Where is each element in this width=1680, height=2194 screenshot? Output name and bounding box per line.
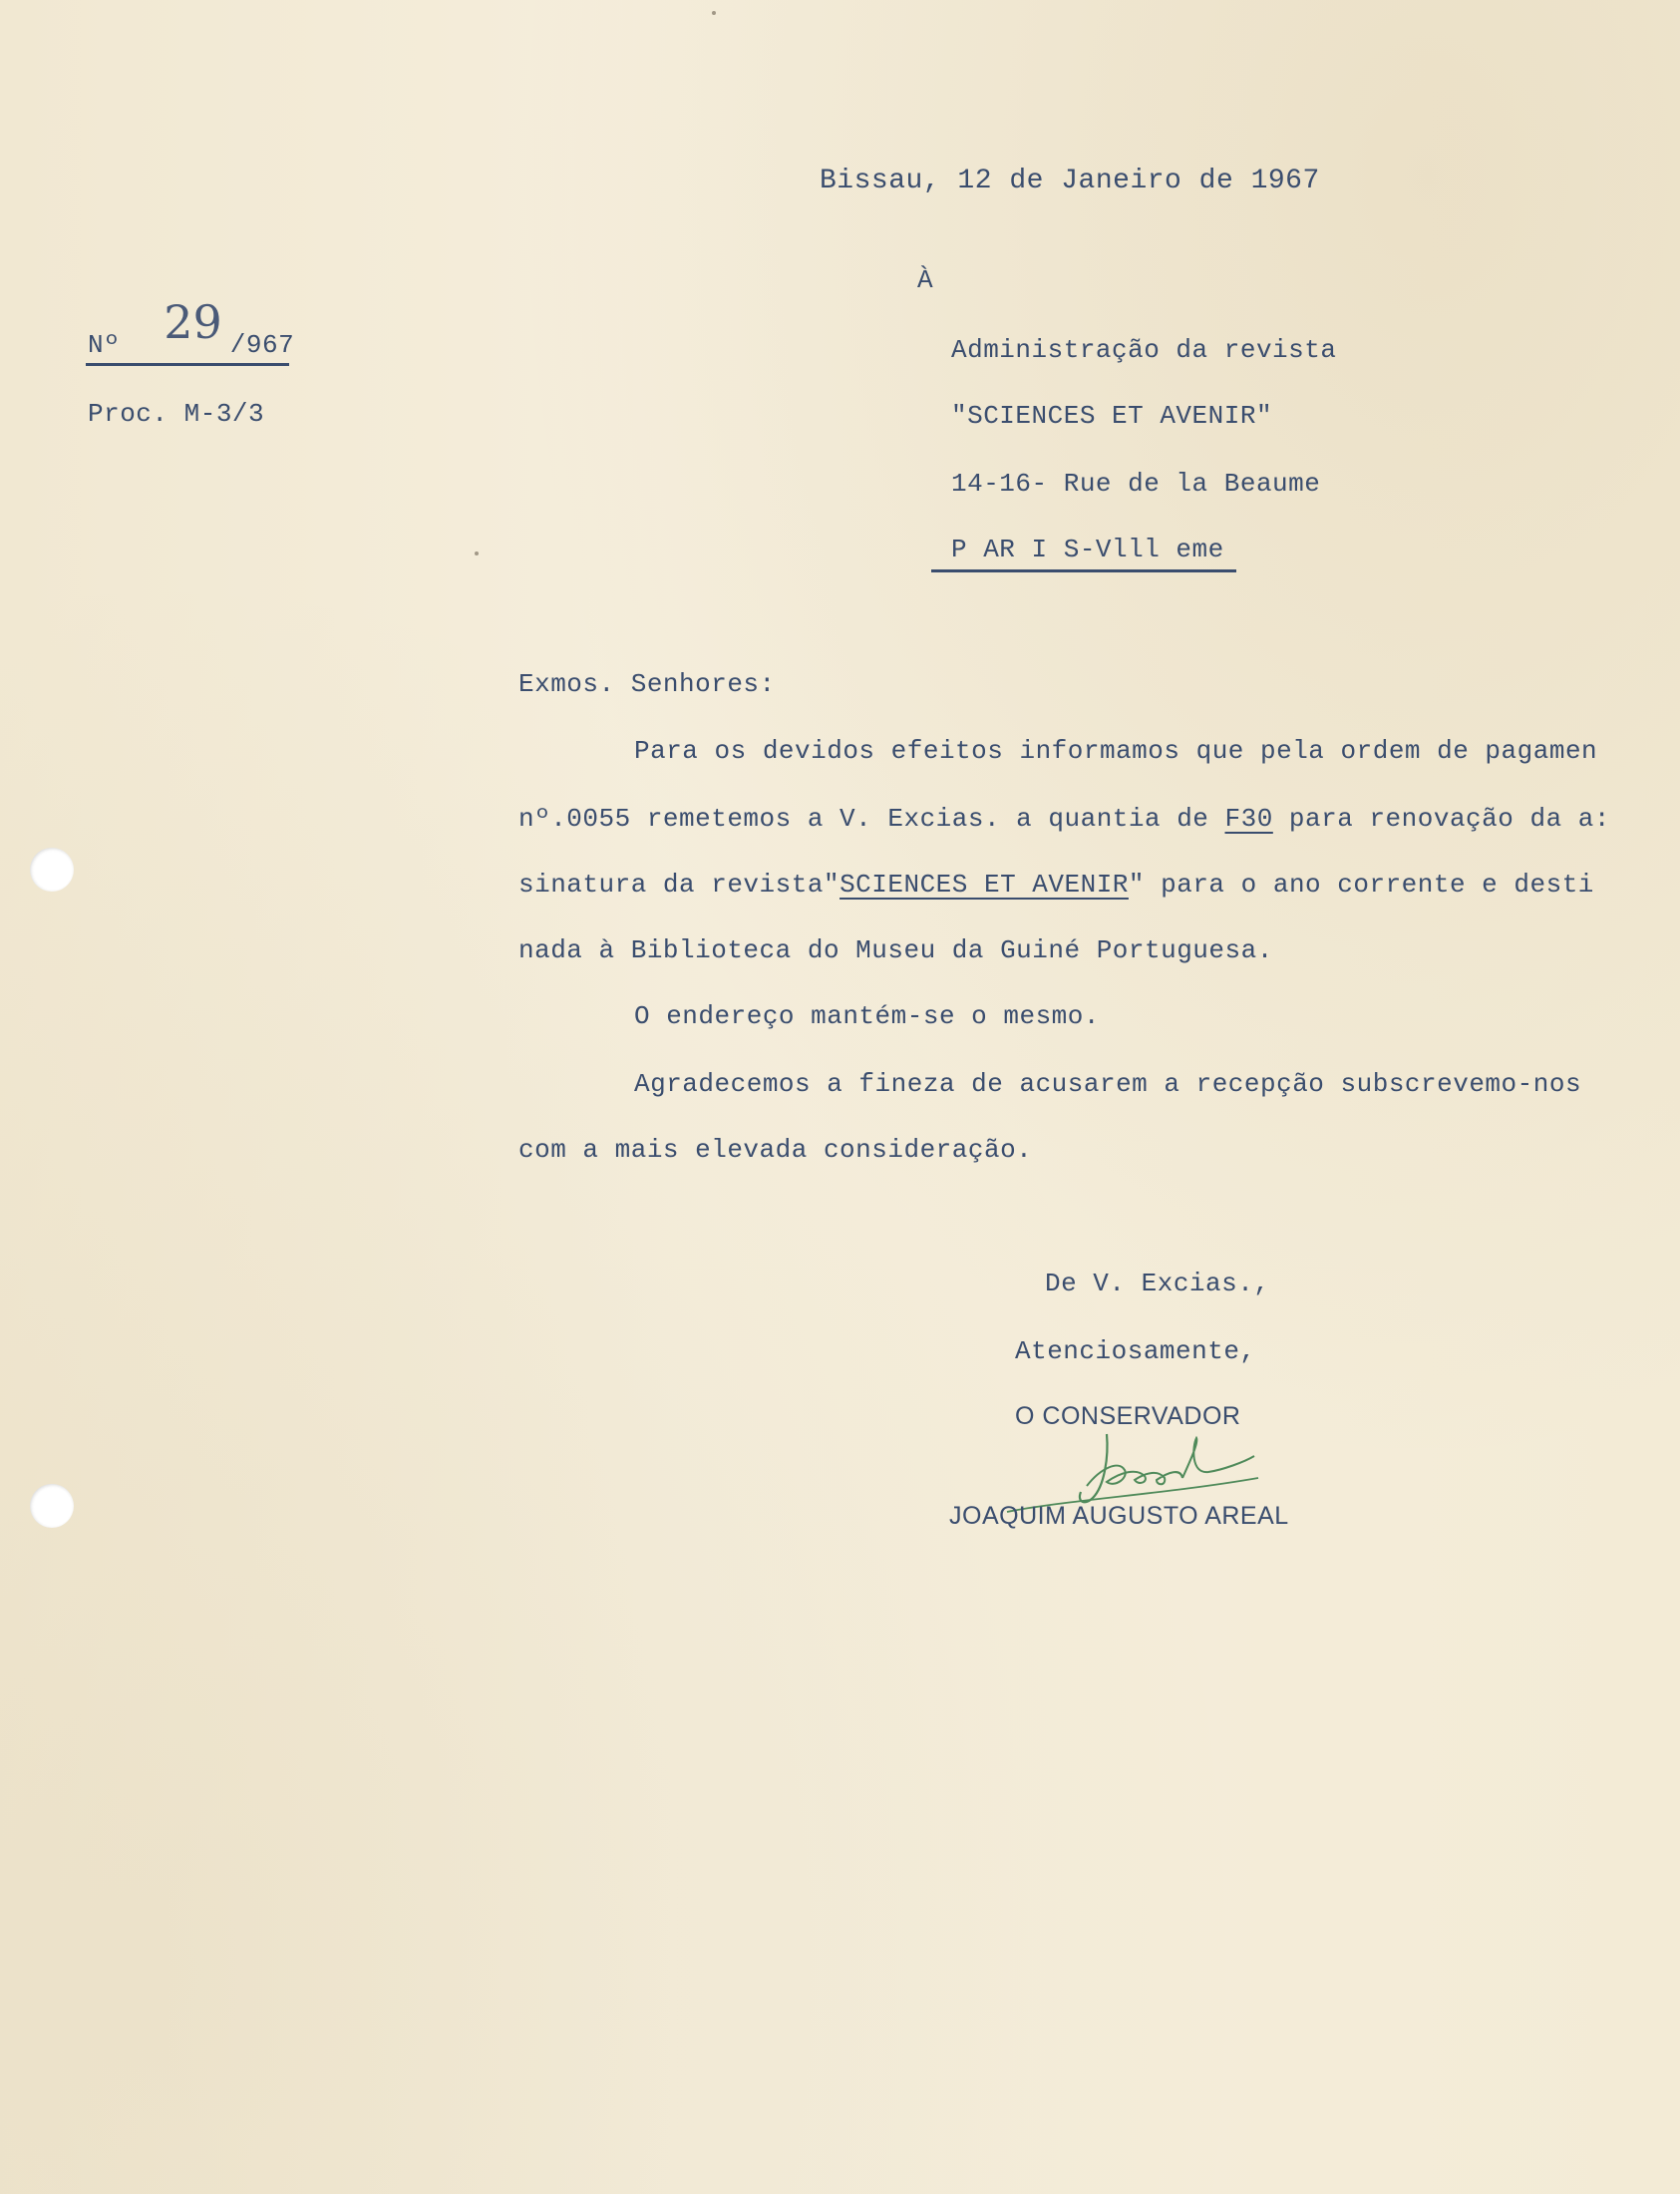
body-paragraph-3-line-1: Agradecemos a fineza de acusarem a recepção subscrevemo-nos: [634, 1069, 1582, 1099]
signatory-name: JOAQUIM AUGUSTO AREAL: [949, 1502, 1289, 1530]
body-paragraph-1-line-2: [518, 804, 1610, 834]
body-paragraph-1-line-4: nada à Biblioteca do Museu da Guiné Portuguesa.: [518, 935, 1273, 965]
body-text: sinatura da revista": [518, 870, 840, 900]
body-text: para renovação da a:: [1272, 804, 1610, 834]
closing-line-2: Atenciosamente,: [1015, 1336, 1256, 1366]
handwritten-signature: [997, 1416, 1296, 1556]
body-paragraph-3-line-2: com a mais elevada consideração.: [518, 1135, 1033, 1165]
recipient-line-2: "SCIENCES ET AVENIR": [951, 401, 1273, 431]
body-paragraph-1-line-3: [518, 870, 1594, 900]
recipient-line-1: Administração da revista: [951, 335, 1337, 365]
paper-speck: [475, 551, 479, 555]
body-text: nº.0055 remetemos a V. Excias. a quantia de: [518, 804, 1225, 834]
reference-underline: [86, 363, 289, 366]
recipient-prefix: À: [917, 265, 934, 295]
body-paragraph-1-line-1: Para os devidos efeitos informamos que pela ordem de pagamen: [634, 736, 1598, 766]
paper-speck: [712, 11, 716, 15]
process-reference: Proc. M-3/3: [88, 399, 265, 429]
body-paragraph-2: O endereço mantém-se o mesmo.: [634, 1001, 1100, 1031]
recipient-line-4: P AR I S-Vlll eme: [951, 535, 1224, 564]
number-label: Nº: [88, 330, 121, 360]
closing-title: O CONSERVADOR: [1015, 1402, 1241, 1430]
greeting: Exmos. Senhores:: [518, 669, 776, 699]
closing-line-1: De V. Excias.,: [1045, 1269, 1270, 1298]
punch-hole-bottom: [30, 1484, 74, 1528]
recipient-underline: [931, 569, 1236, 572]
punch-hole-top: [30, 848, 74, 892]
reference-number: [88, 295, 295, 363]
recipient-line-3: 14-16- Rue de la Beaume: [951, 469, 1321, 499]
handwritten-number: 29: [164, 295, 222, 349]
body-text: " para o ano corrente e desti: [1128, 870, 1594, 900]
magazine-title: SCIENCES ET AVENIR: [840, 870, 1129, 900]
number-year: /967: [229, 330, 295, 360]
amount-value: F30: [1224, 804, 1273, 834]
date-line: Bissau, 12 de Janeiro de 1967: [820, 166, 1320, 196]
